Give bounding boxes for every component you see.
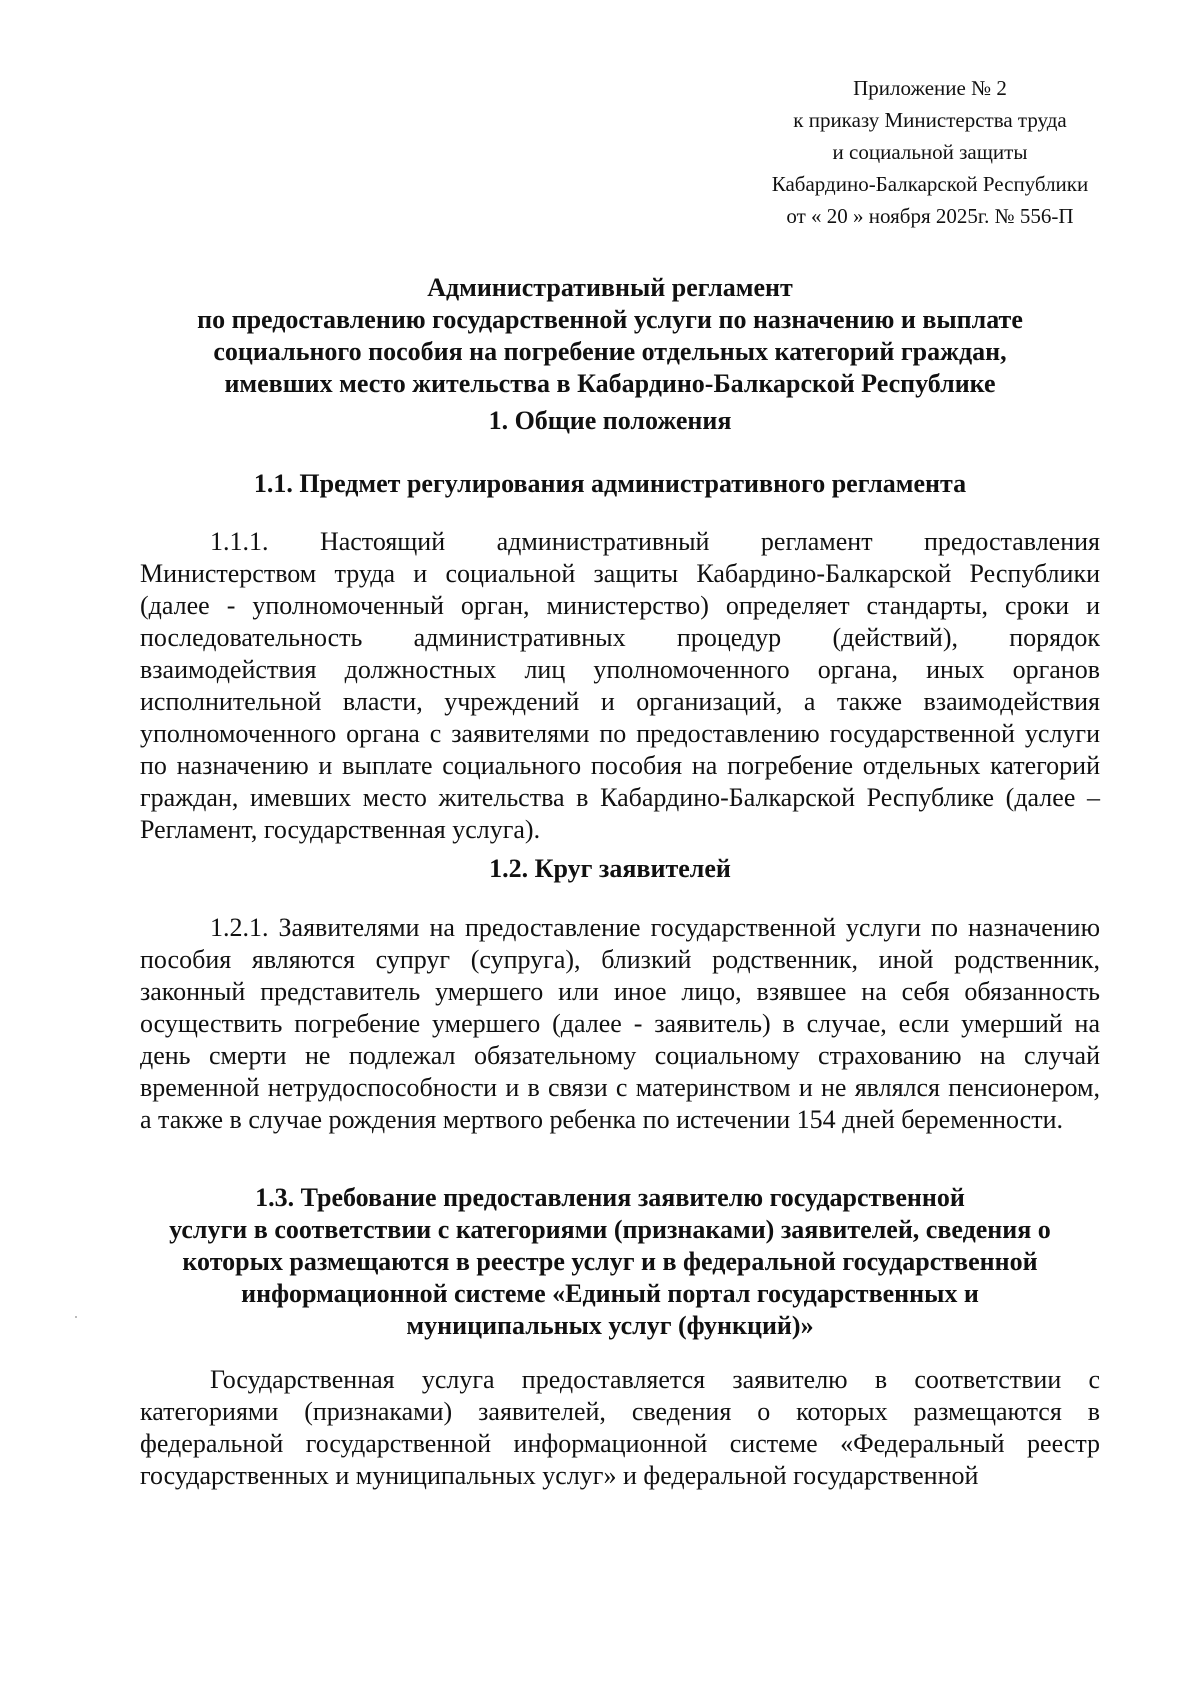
section-1-3-heading-line-3: которых размещаются в реестре услуг и в федеральной государственной: [182, 1247, 1038, 1276]
title-line-3: социального пособия на погребение отдельных категорий граждан,: [213, 337, 1007, 366]
title-line-1: Административный регламент: [427, 273, 793, 302]
section-1-1-paragraph: 1.1.1. Настоящий административный регламент предоставления Министерством труда и социальной защиты Кабардино-Балкарской Республики (далее - уполномоченный орган, министерство) определяет стандарты, сроки и последовательность административных процедур (действий), порядок взаимодействия должностных лиц уполномоченного органа, иных органов исполнительной власти, учреждений и организаций, а также взаимодействия уполномоченного органа с заявителями по предоставлению государственной услуги по назначению и выплате социального пособия на погребение отдельных категорий граждан, имевших место жительства в Кабардино-Балкарской Республике (далее – Регламент, государственная услуга).: [140, 527, 1100, 844]
section-1-heading-text: 1. Общие положения: [488, 406, 732, 435]
section-1-1-heading-text: 1.1. Предмет регулирования административного регламента: [253, 469, 967, 498]
section-1-2-paragraph: 1.2.1. Заявителями на предоставление государственной услуги по назначению пособия являются супруг (супруга), близкий родственник, иной родственник, законный представитель умершего или иное лицо, взявшее на себя обязанность осуществить погребение умершего (далее - заявитель) в случае, если умерший на день смерти не подлежал обязательному социальному страхованию на случай временной нетрудоспособности и в связи с материнством и не являлся пенсионером, а также в случае рождения мертвого ребенка по истечении 154 дней беременности.: [140, 913, 1100, 1134]
appendix-note: [740, 72, 1120, 232]
section-1-3-heading-line-1: 1.3. Требование предоставления заявителю государственной: [255, 1183, 965, 1212]
section-1-3-heading-line-2: услуги в соответствии с категориями (признаками) заявителей, сведения о: [169, 1215, 1051, 1244]
section-1-3-heading-line-4: информационной системе «Единый портал государственных и: [241, 1279, 979, 1308]
section-1-1-heading: [130, 468, 1090, 500]
appendix-line-2: к приказу Министерства труда: [793, 108, 1067, 132]
section-1-2-heading: [130, 853, 1090, 885]
document-title: [130, 272, 1090, 400]
title-line-2: по предоставлению государственной услуги по назначению и выплате: [197, 305, 1023, 334]
appendix-line-3: и социальной защиты: [832, 140, 1028, 164]
title-line-4: имевших место жительства в Кабардино-Балкарской Республике: [224, 369, 996, 398]
appendix-line-1: Приложение № 2: [853, 76, 1007, 100]
section-1-3-heading: [130, 1182, 1090, 1342]
section-1-heading: [130, 405, 1090, 437]
section-1-3-heading-line-5: муниципальных услуг (функций)»: [406, 1311, 814, 1340]
section-1-2-heading-text: 1.2. Круг заявителей: [489, 854, 731, 883]
appendix-line-5: от « 20 » ноября 2025г. № 556-П: [786, 204, 1074, 228]
section-1-3-paragraph: Государственная услуга предоставляется заявителю в соответствии с категориями (признаками) заявителей, сведения о которых размещаются в федеральной государственной информационной системе «Федеральный реестр государственных и муниципальных услуг» и федеральной государственной: [140, 1365, 1100, 1490]
appendix-line-4: Кабардино-Балкарской Республики: [771, 172, 1089, 196]
scan-speck: [75, 1316, 77, 1318]
